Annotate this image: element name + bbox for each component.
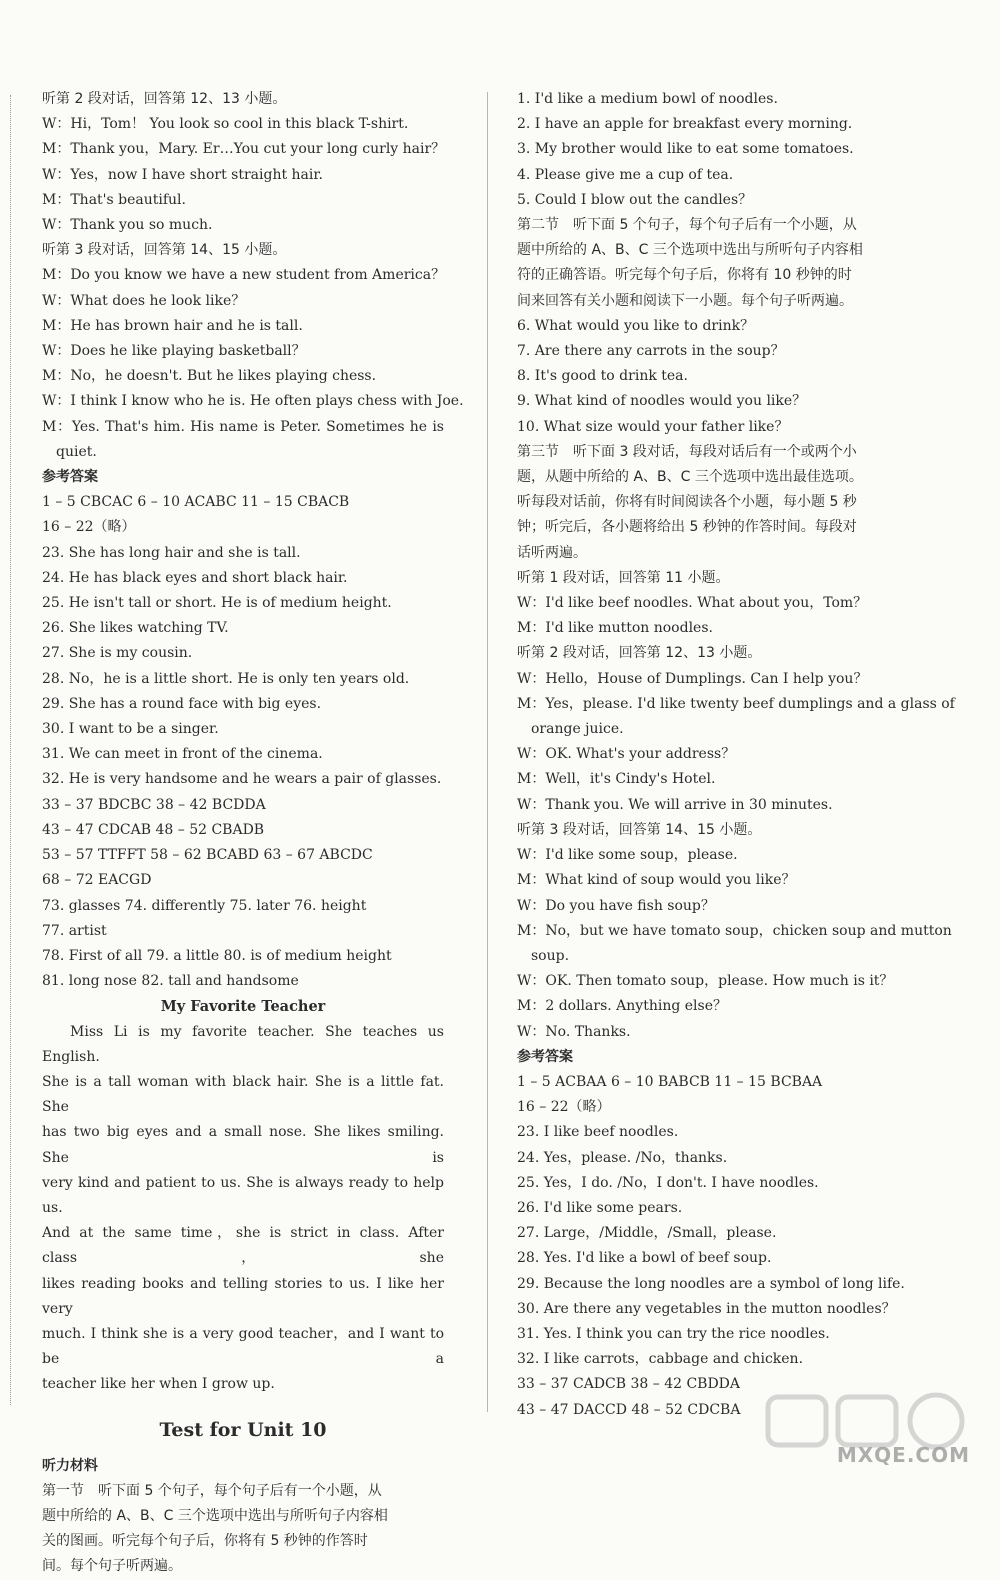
dialog-line: M：What kind of soup would you like？: [517, 872, 796, 889]
answer-line: 73. glasses 74. differently 75. later 76. height: [42, 897, 367, 914]
dialog-line: W：What does he look like？: [42, 292, 246, 309]
dialog-heading: 听第 3 段对话，回答第 14、15 小题。: [517, 821, 762, 838]
answer-line: 28. No，he is a little short. He is only ten years old.: [42, 670, 410, 687]
dialog-line: M：Yes，please. I'd like twenty beef dumplings and a glass of: [517, 695, 955, 712]
essay-body: [42, 1020, 444, 1398]
sentence-item: 8. It's good to drink tea.: [517, 368, 688, 385]
answer-line: 77. artist: [42, 922, 107, 939]
instruction-line: 第三节 听下面 3 段对话，每段对话后有一个或两个小: [517, 443, 857, 460]
dialog-line: M：No，he doesn't. But he likes playing chess.: [42, 368, 377, 385]
instruction-line: 第一节 听下面 5 个句子，每个句子后有一个小题，从: [42, 1482, 382, 1499]
instruction-line: 题中所给的 A、B、C 三个选项中选出与所听句子内容相: [517, 242, 863, 259]
dialog-line: M：2 dollars. Anything else？: [517, 998, 727, 1015]
answer-line: 16 – 22（略）: [517, 1099, 611, 1116]
instruction-line: 话听两遍。: [517, 544, 587, 561]
answer-list: [42, 490, 444, 994]
instruction-line: 题中所给的 A、B、C 三个选项中选出与所听句子内容相: [42, 1507, 388, 1524]
dialog-line: M：Well，it's Cindy's Hotel.: [517, 771, 716, 788]
answer-line: 26. She likes watching TV.: [42, 620, 229, 637]
dialog-line: M：I'd like mutton noodles.: [517, 620, 713, 637]
answer-line: 29. Because the long noodles are a symbol of long life.: [517, 1275, 905, 1292]
left-column: [42, 87, 464, 1580]
answer-line: 26. I'd like some pears.: [517, 1199, 683, 1216]
dialog-line: M：Yes. That's him. His name is Peter. Sometimes he is: [42, 418, 444, 435]
dialog-line: quiet.: [56, 443, 97, 460]
answer-line: 30. Are there any vegetables in the mutton noodles？: [517, 1300, 896, 1317]
answer-line: 25. Yes，I do. /No，I don't. I have noodles.: [517, 1174, 819, 1191]
instruction-line: 间来回答有关小题和阅读下一小题。每个句子听两遍。: [517, 292, 853, 309]
dialog-line: M：That's beautiful.: [42, 191, 186, 208]
dialog-line: W：Hello，House of Dumplings. Can I help you？: [517, 670, 868, 687]
answer-line: 25. He isn't tall or short. He is of medium height.: [42, 595, 392, 612]
sentence-item: 6. What would you like to drink？: [517, 317, 755, 334]
column-divider: [487, 92, 488, 1412]
answer-line: 33 – 37 BDCBC 38 – 42 BCDDA: [42, 796, 266, 813]
answer-line: 1 – 5 ACBAA 6 – 10 BABCB 11 – 15 BCBAA: [517, 1073, 823, 1090]
dialog-line: orange juice.: [531, 721, 624, 738]
section-2-instructions: [517, 213, 921, 314]
sentence-item: 10. What size would your father like？: [517, 418, 789, 435]
dialog-line: W：OK. What's your address？: [517, 746, 736, 763]
section-3-instructions: [517, 440, 921, 566]
dialog-line: W：I think I know who he is. He often plays chess with Joe.: [42, 393, 464, 410]
essay-line: She is a tall woman with black hair. She is a little fat. She: [42, 1073, 444, 1116]
answers-heading: 参考答案: [517, 1048, 573, 1065]
answer-line: 30. I want to be a singer.: [42, 721, 219, 738]
answer-line: 81. long nose 82. tall and handsome: [42, 973, 299, 990]
essay-line: And at the same time，she is strict in class. After class，she: [42, 1225, 444, 1267]
essay-line: very kind and patient to us. She is always ready to help us.: [42, 1174, 444, 1216]
listening-heading: 听力材料: [42, 1457, 98, 1474]
dialog-line: W：I'd like beef noodles. What about you，Tom？: [517, 595, 868, 612]
sentence-item: 9. What kind of noodles would you like？: [517, 393, 807, 410]
answer-line: 31. Yes. I think you can try the rice noodles.: [517, 1325, 830, 1342]
answer-line: 68 – 72 EACGD: [42, 872, 152, 889]
answer-line: 24. He has black eyes and short black hair.: [42, 569, 348, 586]
dialog-line: W：Thank you so much.: [42, 217, 213, 234]
answer-line: 16 – 22（略）: [42, 519, 136, 536]
sentence-item: 4. Please give me a cup of tea.: [517, 166, 734, 183]
sentence-item: 1. I'd like a medium bowl of noodles.: [517, 91, 778, 107]
instruction-line: 听每段对话前，你将有时间阅读各个小题，每小题 5 秒: [517, 494, 857, 511]
right-column: [517, 87, 955, 1423]
dialog-line: W：Thank you. We will arrive in 30 minutes.: [517, 796, 833, 813]
binding-rule: [10, 95, 11, 1405]
answer-line: 27. She is my cousin.: [42, 645, 193, 662]
dialog-3: [42, 263, 464, 465]
dialog-line: M：Thank you，Mary. Er…You cut your long curly hair？: [42, 141, 446, 158]
answer-line: 27. Large，/Middle，/Small，please.: [517, 1225, 777, 1242]
answer-line: 32. He is very handsome and he wears a pair of glasses.: [42, 771, 442, 788]
dialog-heading: 听第 2 段对话，回答第 12、13 小题。: [517, 645, 762, 662]
instruction-line: 关的图画。听完每个句子后，你将有 5 秒钟的作答时: [42, 1533, 368, 1550]
dialog-line: W：Does he like playing basketball？: [42, 343, 306, 360]
essay-line: much. I think she is a very good teacher，and I want to be a: [42, 1325, 444, 1368]
section-1-instructions: [42, 1479, 444, 1580]
instruction-line: 钟；听完后，各小题将给出 5 秒钟的作答时间。每段对: [517, 519, 857, 536]
sentence-item: 3. My brother would like to eat some tomatoes.: [517, 141, 854, 158]
answer-line: 32. I like carrots，cabbage and chicken.: [517, 1351, 804, 1368]
instruction-line: 间。每个句子听两遍。: [42, 1558, 182, 1575]
answer-line: 53 – 57 TTFFT 58 – 62 BCABD 63 – 67 ABCDC: [42, 847, 373, 864]
answer-line: 23. She has long hair and she is tall.: [42, 544, 301, 561]
dialog-2: [517, 667, 955, 818]
answer-line: 43 – 47 CDCAB 48 – 52 CBADB: [42, 821, 265, 838]
dialog-line: soup.: [531, 947, 570, 964]
instruction-line: 题，从题中所给的 A、B、C 三个选项中选出最佳选项。: [517, 469, 863, 486]
sentence-item: 5. Could I blow out the candles？: [517, 191, 753, 208]
dialog-1: [517, 591, 921, 641]
instruction-line: 第二节 听下面 5 个句子，每个句子后有一个小题，从: [517, 217, 857, 234]
dialog-3: [517, 843, 952, 1045]
dialog-line: W：Hi，Tom！ You look so cool in this black T-shirt.: [42, 116, 409, 133]
essay-line: likes reading books and telling stories to us. I like her very: [42, 1275, 444, 1317]
dialog-line: W：I'd like some soup，please.: [517, 847, 738, 864]
answer-list: [517, 1070, 921, 1423]
answer-line: 78. First of all 79. a little 80. is of medium height: [42, 947, 392, 964]
answer-line: 23. I like beef noodles.: [517, 1124, 679, 1141]
dialog-heading: 听第 2 段对话，回答第 12、13 小题。: [42, 91, 287, 107]
essay-title: My Favorite Teacher: [160, 998, 326, 1016]
answer-line: 31. We can meet in front of the cinema.: [42, 746, 323, 763]
section-1-items: [517, 87, 921, 213]
dialog-heading: 听第 1 段对话，回答第 11 小题。: [517, 569, 730, 586]
essay-line: has two big eyes and a small nose. She likes smiling. She is: [42, 1124, 444, 1166]
dialog-line: W：No. Thanks.: [517, 1023, 631, 1040]
dialog-line: W：Do you have fish soup？: [517, 897, 715, 914]
section-2-items: [517, 314, 921, 440]
dialog-line: W：Yes，now I have short straight hair.: [42, 166, 323, 183]
sentence-item: 2. I have an apple for breakfast every morning.: [517, 116, 853, 133]
sentence-item: 7. Are there any carrots in the soup？: [517, 343, 785, 360]
dialog-line: M：No，but we have tomato soup，chicken soup and mutton: [517, 922, 952, 939]
essay-line: teacher like her when I grow up.: [42, 1376, 275, 1393]
answers-heading: 参考答案: [42, 469, 98, 486]
dialog-line: M：Do you know we have a new student from America？: [42, 267, 446, 284]
essay-line: Miss Li is my favorite teacher. She teaches us English.: [42, 1023, 444, 1065]
answer-line: 33 – 37 CADCB 38 – 42 CBDDA: [517, 1376, 741, 1393]
answer-line: 24. Yes，please. /No，thanks.: [517, 1149, 728, 1166]
instruction-line: 符的正确答语。听完每个句子后，你将有 10 秒钟的时: [517, 267, 852, 284]
dialog-heading: 听第 3 段对话，回答第 14、15 小题。: [42, 242, 287, 259]
watermark-text: MXQE.COM: [836, 1443, 970, 1467]
dialog-line: W：OK. Then tomato soup，please. How much is it？: [517, 973, 894, 990]
dialog-line: M：He has brown hair and he is tall.: [42, 317, 303, 334]
answer-line: 1 – 5 CBCAC 6 – 10 ACABC 11 – 15 CBACB: [42, 494, 350, 511]
dialog-2: [42, 112, 444, 238]
answer-line: 29. She has a round face with big eyes.: [42, 695, 322, 712]
unit-title: Test for Unit 10: [159, 1418, 327, 1441]
answer-line: 43 – 47 DACCD 48 – 52 CDCBA: [517, 1401, 741, 1418]
answer-line: 28. Yes. I'd like a bowl of beef soup.: [517, 1250, 772, 1267]
